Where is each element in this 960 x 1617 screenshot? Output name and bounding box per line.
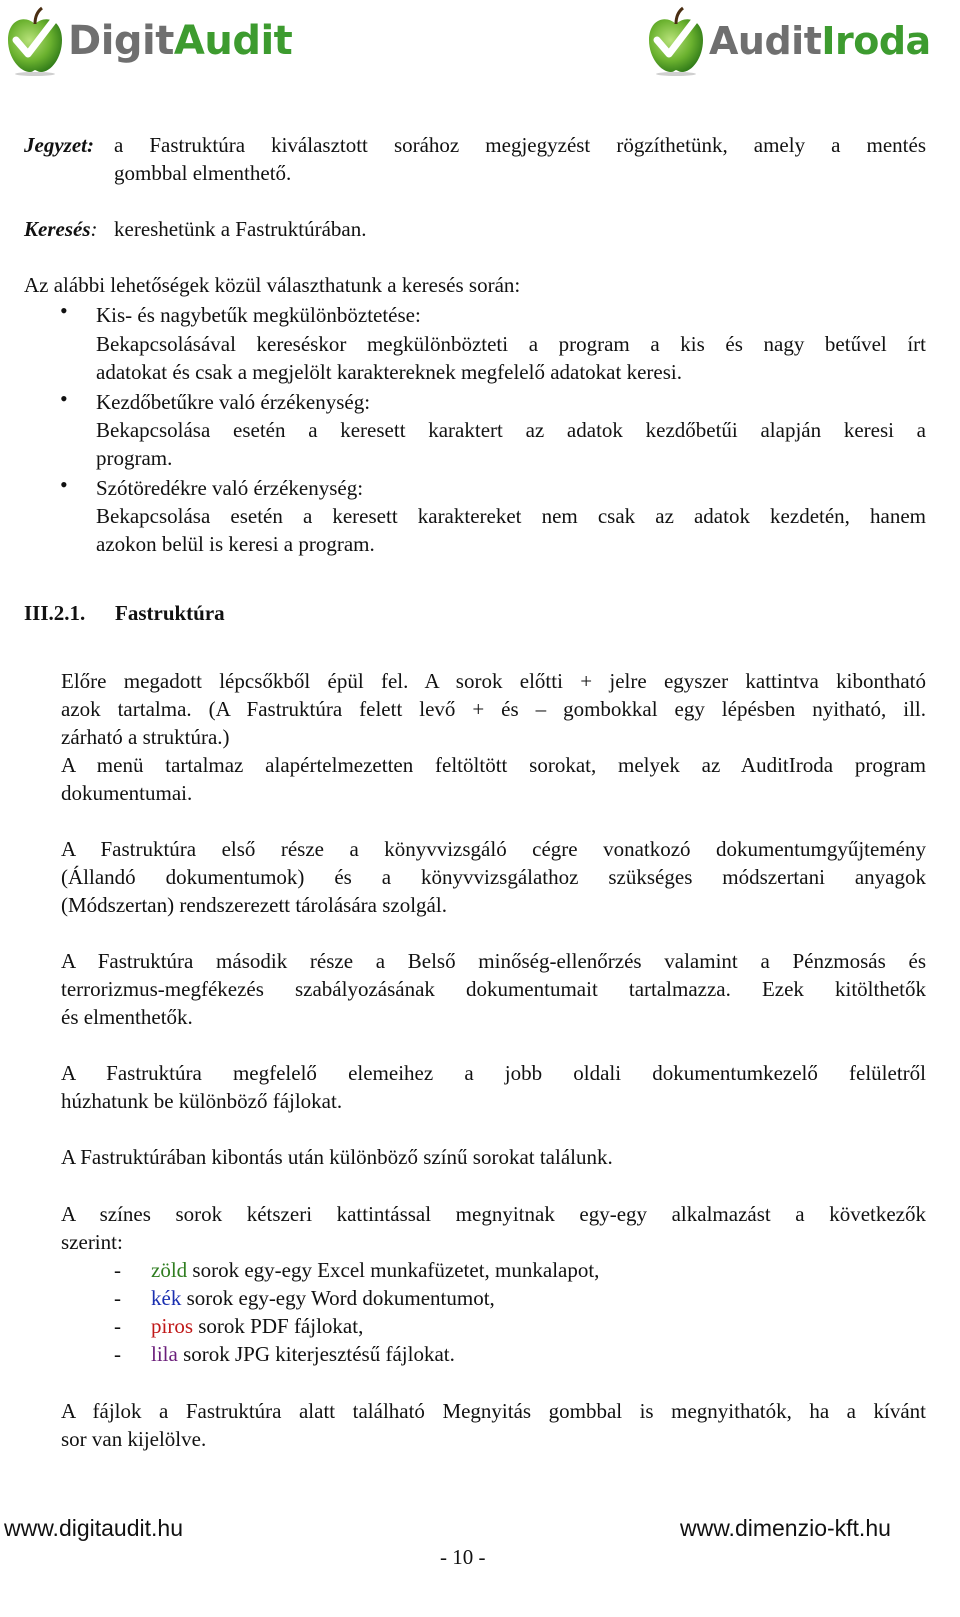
p6-line-1: A színes sorok kétszeri kattintással megnyitnak egy-egy alkalmazást a következők bbox=[61, 1202, 926, 1226]
p7-line-1: A fájlok a Fastruktúra alatt található Megnyitás gombbal is megnyithatók, ha a kívánt bbox=[61, 1399, 926, 1423]
jegyzet-line-1: a Fastruktúra kiválasztott sorához megjegyzést rögzíthetünk, amely a mentés bbox=[114, 133, 926, 157]
color-list-text: sorok egy-egy Word dokumentumot, bbox=[181, 1286, 495, 1310]
p1-line-4: A menü tartalmaz alapértelmezetten feltöltött sorokat, melyek az AuditIroda program bbox=[61, 753, 926, 777]
logo-text-digit: Digit bbox=[68, 18, 174, 64]
color-list-text: sorok JPG kiterjesztésű fájlokat. bbox=[177, 1342, 455, 1366]
auditiroda-logo bbox=[645, 2, 931, 80]
footer-left-url[interactable]: www.digitaudit.hu bbox=[4, 1515, 183, 1541]
p4-line-2: húzhatunk be különböző fájlokat. bbox=[61, 1089, 343, 1113]
jegyzet-label-text: Jegyzet: bbox=[24, 133, 94, 157]
color-list-text: sorok PDF fájlokat, bbox=[193, 1314, 364, 1338]
logo-text-iroda: Iroda bbox=[821, 19, 931, 63]
option-2-line-2: program. bbox=[96, 446, 173, 470]
option-3-line-1: Bekapcsolása esetén a keresett karaktereket nem csak az adatok kezdetén, hanem bbox=[96, 504, 926, 528]
color-word-green: zöld bbox=[151, 1258, 188, 1282]
p3-line-2: terrorizmus-megfékezés szabályozásának dokumentumait tartalmazza. Ezek kitölthetők bbox=[61, 977, 926, 1001]
digitaudit-wordmark bbox=[68, 18, 292, 64]
p1-line-2: azok tartalma. (A Fastruktúra felett levő + és – gombokkal egy lépésben nyitható, ill. bbox=[61, 697, 926, 721]
section-number: III.2.1. bbox=[24, 601, 86, 625]
color-list-item-blue bbox=[151, 1284, 495, 1312]
option-1-line-2: adatokat és csak a megjelölt karaktereknek megfelelő adatokat keresi. bbox=[96, 360, 682, 384]
p6-line-2: szerint: bbox=[61, 1230, 123, 1254]
kereses-colon: : bbox=[90, 217, 98, 241]
options-intro: Az alábbi lehetőségek közül választhatunk a keresés során: bbox=[24, 273, 521, 297]
jegyzet-label bbox=[24, 131, 94, 159]
color-list-dash: - bbox=[114, 1286, 121, 1310]
color-list-dash: - bbox=[114, 1342, 121, 1366]
color-word-purple: lila bbox=[151, 1342, 178, 1366]
green-apple-check-icon bbox=[4, 6, 66, 76]
p7-line-2: sor van kijelölve. bbox=[61, 1427, 207, 1451]
p2-line-1: A Fastruktúra első része a könyvvizsgáló cégre vonatkozó dokumentumgyűjtemény bbox=[61, 837, 926, 861]
color-list-item-red bbox=[151, 1312, 363, 1340]
footer-right-url[interactable]: www.dimenzio-kft.hu bbox=[680, 1515, 891, 1541]
option-3-title: Szótöredékre való érzékenység: bbox=[96, 476, 364, 500]
page-number: - 10 - bbox=[440, 1545, 486, 1569]
option-1-line-1: Bekapcsolásával kereséskor megkülönbözteti a program a kis és nagy betűvel írt bbox=[96, 332, 926, 356]
p2-line-3: (Módszertan) rendszerezett tárolására szolgál. bbox=[61, 893, 447, 917]
p3-line-1: A Fastruktúra második része a Belső minőség-ellenőrzés valamint a Pénzmosás és bbox=[61, 949, 926, 973]
logo-text-audit: Audit bbox=[173, 18, 293, 64]
option-1-title: Kis- és nagybetűk megkülönböztetése: bbox=[96, 303, 421, 327]
p2-line-2: (Állandó dokumentumok) és a könyvvizsgálathoz szükséges módszertani anyagok bbox=[61, 865, 926, 889]
auditiroda-wordmark bbox=[709, 19, 931, 63]
option-2-line-1: Bekapcsolása esetén a keresett karaktert az adatok kezdőbetűi alapján keresi a bbox=[96, 418, 926, 442]
color-list-text: sorok egy-egy Excel munkafüzetet, munkalapot, bbox=[187, 1258, 600, 1282]
p1-line-1: Előre megadott lépcsőkből épül fel. A sorok előtti + jelre egyszer kattintva kibontható bbox=[61, 669, 926, 693]
p1-line-5: dokumentumai. bbox=[61, 781, 193, 805]
option-3-line-2: azokon belül is keresi a program. bbox=[96, 532, 375, 556]
bullet-icon: • bbox=[60, 472, 68, 497]
p3-line-3: és elmenthetők. bbox=[61, 1005, 193, 1029]
kereses-text: kereshetünk a Fastruktúrában. bbox=[114, 217, 367, 241]
color-list-item-green bbox=[151, 1256, 599, 1284]
page-header bbox=[0, 0, 960, 90]
jegyzet-line-2: gombbal elmenthető. bbox=[114, 161, 292, 185]
logo-text-audit: Audit bbox=[709, 19, 822, 63]
bullet-icon: • bbox=[60, 386, 68, 411]
p5-line-1: A Fastruktúrában kibontás után különböző színű sorokat találunk. bbox=[61, 1145, 613, 1169]
section-title: Fastruktúra bbox=[115, 601, 225, 625]
kereses-label: Keresés bbox=[24, 217, 91, 241]
digitaudit-logo bbox=[4, 2, 292, 80]
color-list-dash: - bbox=[114, 1258, 121, 1282]
p4-line-1: A Fastruktúra megfelelő elemeihez a jobb oldali dokumentumkezelő felületről bbox=[61, 1061, 926, 1085]
color-word-blue: kék bbox=[151, 1286, 182, 1310]
bullet-icon: • bbox=[60, 298, 68, 323]
p1-line-3: zárható a struktúra.) bbox=[61, 725, 230, 749]
color-list-item-purple bbox=[151, 1340, 455, 1368]
kereses-row bbox=[24, 215, 98, 243]
color-word-red: piros bbox=[151, 1314, 193, 1338]
green-apple-check-icon bbox=[645, 6, 707, 76]
option-2-title: Kezdőbetűkre való érzékenység: bbox=[96, 390, 371, 414]
color-list-dash: - bbox=[114, 1314, 121, 1338]
